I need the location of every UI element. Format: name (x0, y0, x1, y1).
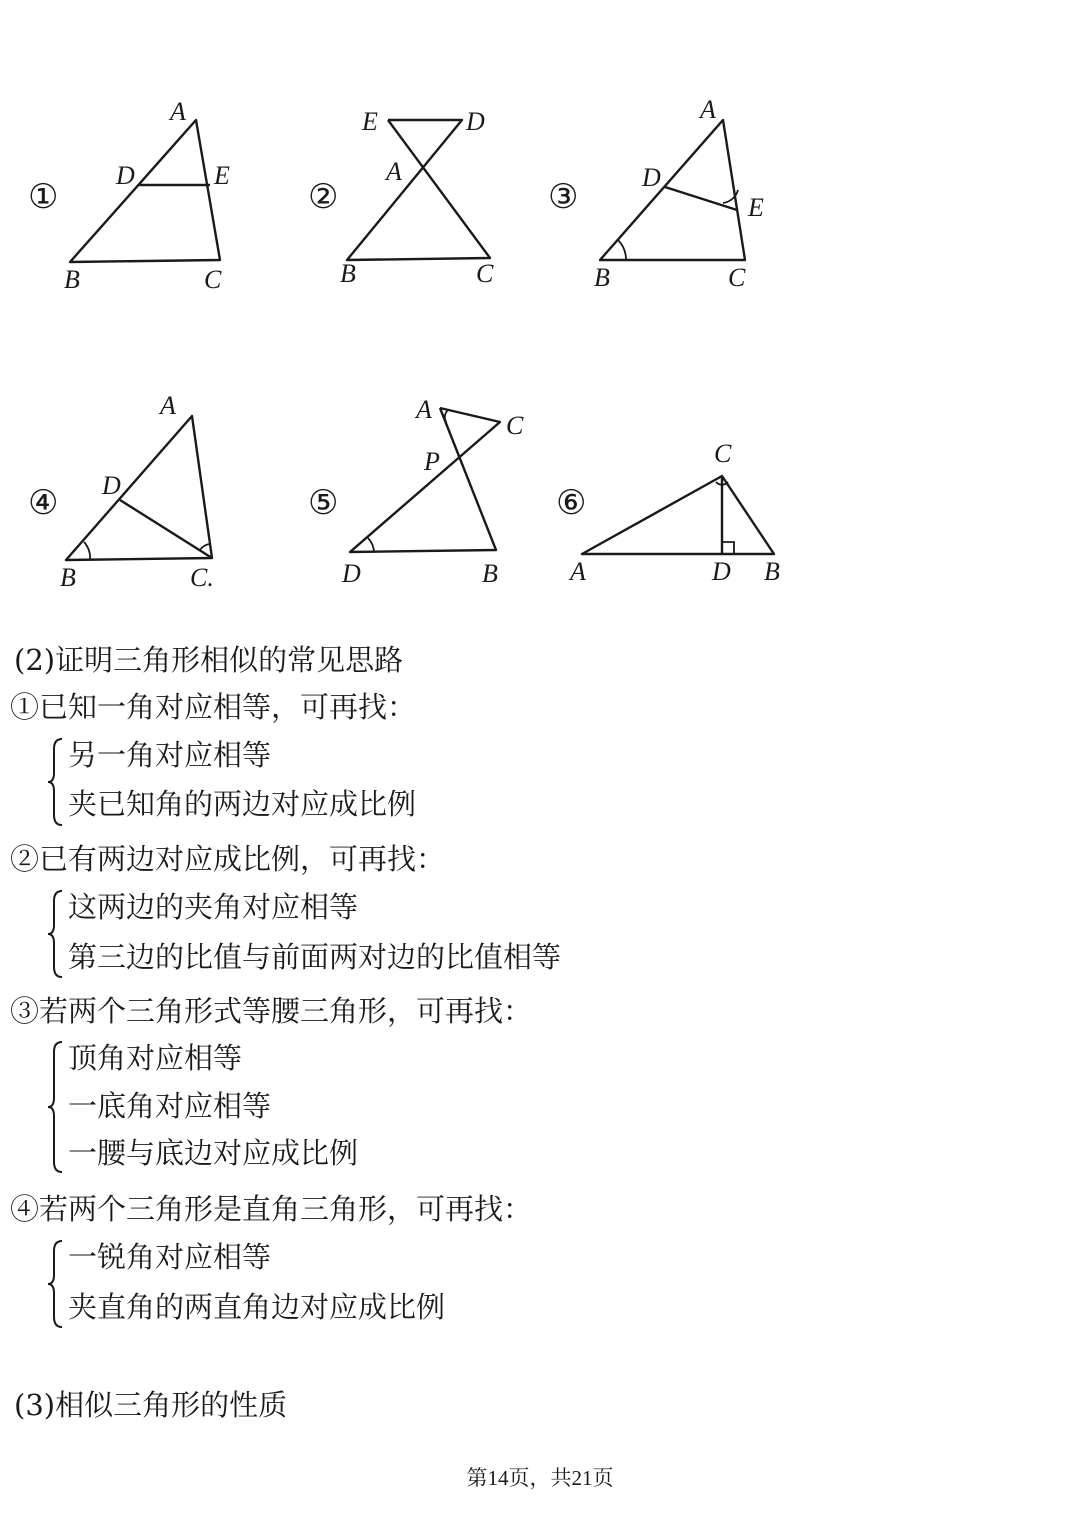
group-3-item-1: 顶角对应相等 (68, 1041, 243, 1075)
group-2-lead: ②已有两边对应成比例，可再找： (10, 842, 446, 876)
label-d: D (342, 559, 361, 588)
segment-de (665, 187, 737, 210)
right-angle-mark (722, 542, 734, 554)
label-e: E (214, 161, 230, 190)
figure-6 (540, 430, 810, 600)
group-4-lead: ④若两个三角形是直角三角形，可再找： (10, 1192, 533, 1226)
group-2-item-1: 这两边的夹角对应相等 (68, 890, 359, 924)
label-b: B (594, 263, 610, 292)
figure-1 (20, 90, 280, 310)
label-b: B (64, 265, 80, 294)
figure-4 (20, 390, 280, 600)
figure-3-number: ③ (548, 179, 579, 216)
group-4-item-2: 夹直角的两直角边对应成比例 (68, 1290, 446, 1324)
angle-a-mark (445, 410, 448, 422)
label-d: D (642, 163, 661, 192)
figure-2-number: ② (308, 179, 339, 216)
group-1-item-1: 另一角对应相等 (68, 738, 272, 772)
angle-d-mark (368, 538, 374, 552)
page-number: 第14页，共21页 (466, 1466, 614, 1490)
figure-2 (300, 90, 540, 310)
figure-6-number: ⑥ (556, 485, 587, 522)
triangle-abc (70, 120, 220, 262)
label-b: B (60, 563, 76, 592)
bowtie-triangles (347, 120, 490, 260)
group-3-lead: ③若两个三角形式等腰三角形，可再找： (10, 994, 533, 1028)
label-d: D (102, 471, 121, 500)
label-d: D (466, 107, 485, 136)
label-c: C (204, 265, 222, 294)
label-d: D (712, 557, 731, 586)
label-c: C (714, 439, 732, 468)
brace-group-2 (48, 889, 64, 979)
label-c: C. (190, 563, 214, 592)
group-4-item-1: 一锐角对应相等 (68, 1240, 272, 1274)
label-a: A (700, 95, 716, 124)
label-a: A (160, 391, 176, 420)
group-2-item-2: 第三边的比值与前面两对边的比值相等 (68, 940, 562, 974)
figure-5 (300, 390, 550, 600)
figure-1-number: ① (28, 179, 59, 216)
group-1-item-2: 夹已知角的两边对应成比例 (68, 787, 417, 821)
label-a: A (386, 157, 402, 186)
right-triangle-abc (582, 476, 774, 554)
group-3-item-3: 一腰与底边对应成比例 (68, 1136, 359, 1170)
brace-group-3 (48, 1040, 64, 1174)
segment-dc (120, 500, 212, 558)
label-c: C (476, 259, 494, 288)
label-e: E (362, 107, 378, 136)
crossed-triangles (350, 408, 500, 552)
angle-b-mark (618, 240, 626, 260)
group-1-lead: ①已知一角对应相等，可再找： (10, 690, 417, 724)
angle-b-mark (84, 542, 90, 560)
figure-5-number: ⑤ (308, 485, 339, 522)
section-2-heading: (2)证明三角形相似的常见思路 (14, 643, 404, 677)
label-b: B (764, 557, 780, 586)
section-3-heading: (3)相似三角形的性质 (14, 1388, 288, 1422)
label-a: A (170, 97, 186, 126)
figure-3 (540, 90, 790, 310)
label-b: B (482, 559, 498, 588)
brace-group-1 (48, 737, 64, 827)
figure-4-number: ④ (28, 485, 59, 522)
label-p: P (424, 447, 440, 476)
label-a: A (416, 395, 432, 424)
angle-c-mark (200, 544, 210, 550)
label-c: C (506, 411, 524, 440)
label-a: A (570, 557, 586, 586)
group-3-item-2: 一底角对应相等 (68, 1089, 272, 1123)
label-e: E (748, 193, 764, 222)
brace-group-4 (48, 1239, 64, 1329)
triangle-abc (66, 416, 212, 560)
label-d: D (116, 161, 135, 190)
label-b: B (340, 259, 356, 288)
label-c: C (728, 263, 746, 292)
